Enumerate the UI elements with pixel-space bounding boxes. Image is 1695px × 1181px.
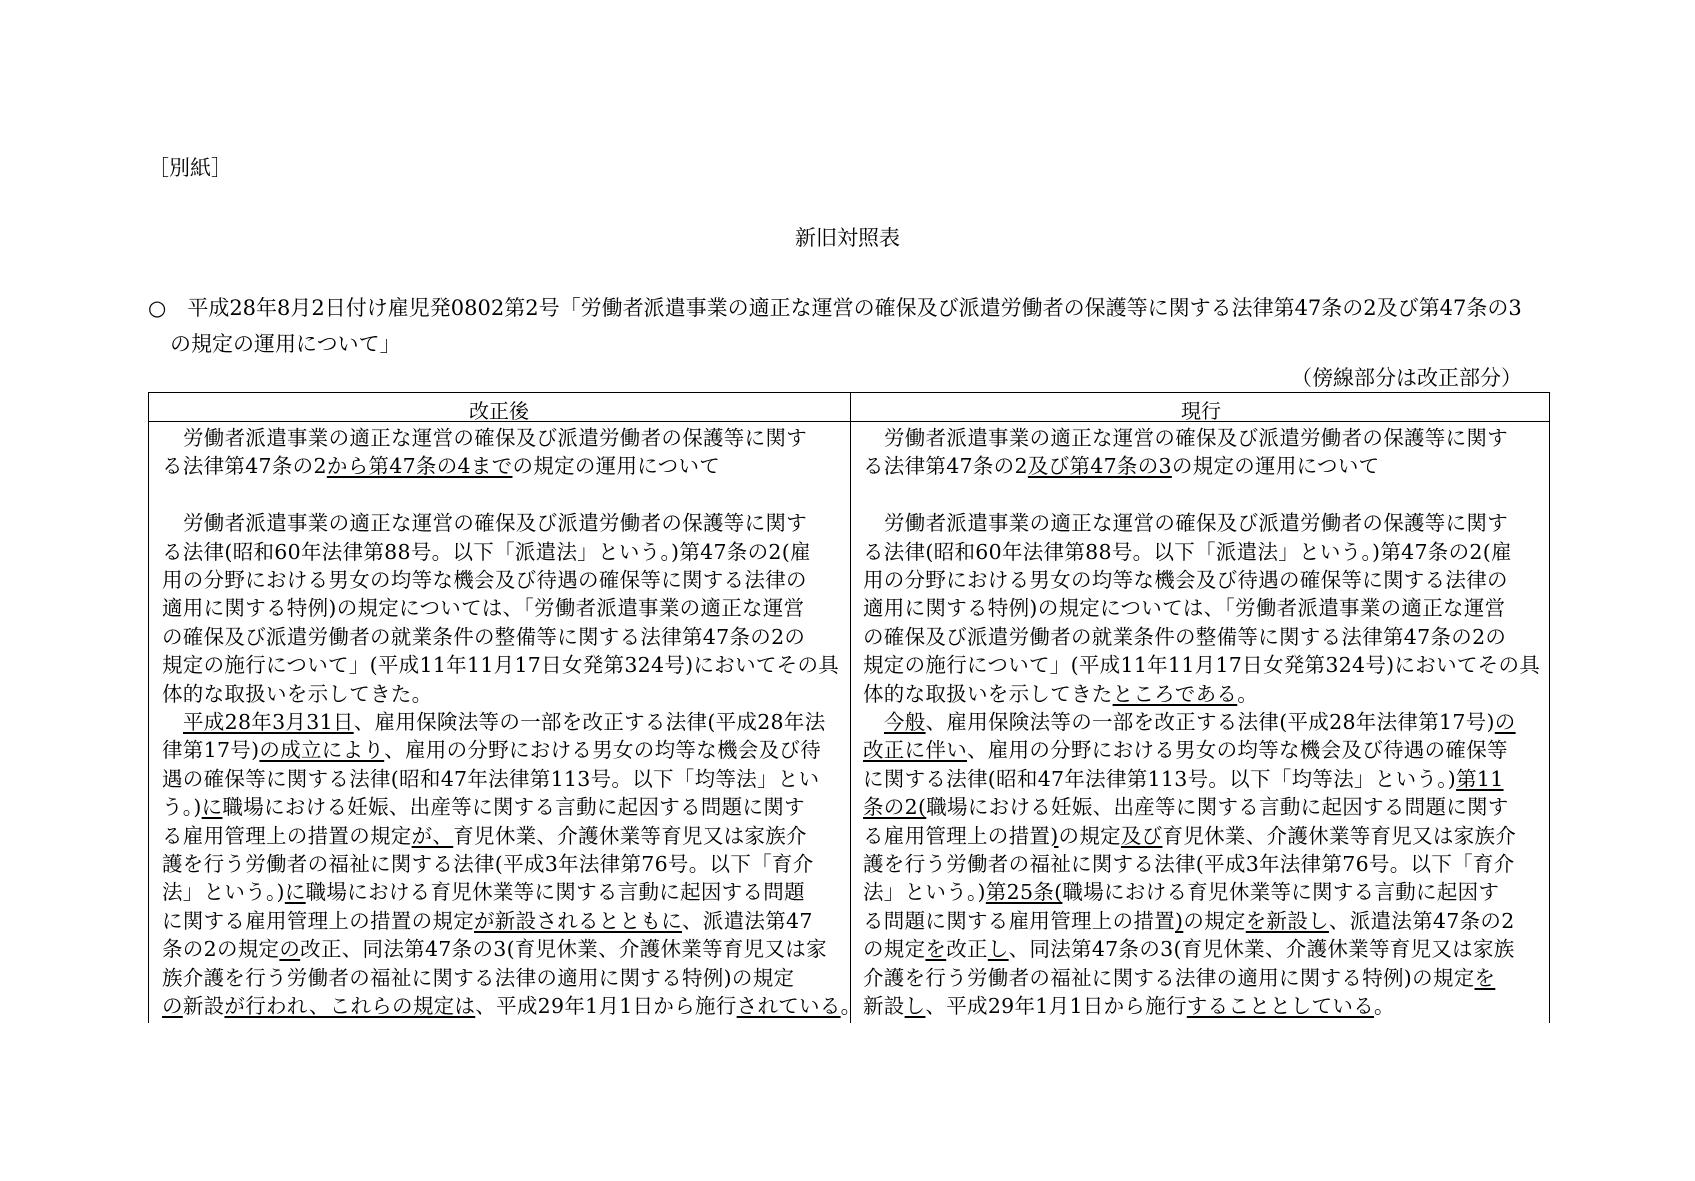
text-line (863, 964, 1495, 992)
text-segment: 改正、同法第47条の3(育児休業、介護休業等育児又は家 (300, 937, 827, 962)
text-segment: 用の分野における男女の均等な機会及び待遇の確保等に関する法律の (863, 568, 1508, 592)
text-segment: 族介護を行う労働者の福祉に関する法律の適用に関する特例)の規定 (162, 965, 795, 990)
text-line (863, 878, 1499, 906)
text-segment: る法律第47条の2 (863, 454, 1028, 479)
text-line (863, 651, 1540, 679)
amended-text-segment: に (284, 880, 306, 905)
text-line (162, 907, 813, 935)
text-line (863, 708, 1516, 736)
amended-text-segment: 及び (1120, 823, 1163, 848)
text-line (863, 765, 1504, 793)
text-segment: 法」という。) (162, 880, 285, 905)
text-line (162, 765, 819, 793)
column-header-current: 現行 (1181, 399, 1221, 423)
text-segment: 条の2の規定 (162, 937, 280, 962)
text-segment: る法律(昭和60年法律第88号。以下「派遣法」という。)第47条の2(雇 (162, 539, 811, 564)
text-segment: 遇の確保等に関する法律(昭和47年法律第113号。以下「均等法」とい (162, 766, 820, 791)
text-segment: 規定の施行について」(平成11年11月17日女発第324号)においてその具 (162, 653, 840, 678)
text-segment: の規定 (1183, 908, 1246, 933)
text-segment: 新設 (863, 994, 905, 1018)
amended-text-segment: 改正に伴い (863, 738, 967, 763)
text-segment: 、同法第47条の3(育児休業、介護休業等育児又は家族 (1008, 937, 1515, 962)
amended-text-segment: の (1494, 710, 1516, 734)
amended-text-segment: を (1474, 965, 1496, 990)
amended-text-segment: し (987, 937, 1009, 962)
text-segment: 労働者派遣事業の適正な運営の確保及び派遣労働者の保護等に関す (884, 426, 1508, 450)
text-segment: 、派遣法第47条の2 (1328, 908, 1515, 933)
text-segment: 。 (840, 994, 862, 1018)
text-segment: 、雇用の分野における男女の均等な機会及び待 (384, 738, 822, 763)
text-segment: 適用に関する特例)の規定については、「労働者派遣事業の適正な運営 (863, 596, 1506, 621)
text-segment: 職場における育児休業等に関する言動に起因す (1062, 880, 1500, 905)
text-segment: の規定の運用について (512, 454, 721, 479)
column-header-revised: 改正後 (469, 399, 529, 423)
amended-text-segment: の (279, 937, 301, 962)
text-line (162, 424, 807, 452)
text-line (863, 736, 1508, 764)
text-line (863, 623, 1506, 651)
text-segment: 法」という。) (863, 880, 986, 905)
amended-text-segment: が新設されるとともに (474, 908, 682, 933)
text-segment: の規定の運用について (1171, 454, 1380, 479)
text-segment: 、平成29年1月1日から施行 (925, 994, 1187, 1018)
amended-text-segment: ところである (1112, 681, 1238, 706)
text-line (162, 509, 807, 537)
text-segment: 。 (1374, 994, 1395, 1018)
amended-text-segment: を新設し (1245, 908, 1329, 933)
text-segment: 体的な取扱いを示してきた。 (162, 681, 433, 706)
text-segment: 。 (1237, 681, 1259, 706)
text-segment: る法律(昭和60年法律第88号。以下「派遣法」という。)第47条の2(雇 (863, 539, 1512, 564)
amended-text-segment: 条の2( (863, 795, 927, 820)
text-line (162, 680, 432, 708)
text-segment: 職場における育児休業等に関する言動に起因する問題 (305, 880, 805, 905)
text-segment: 規定の施行について」(平成11年11月17日女発第324号)においてその具 (863, 653, 1541, 678)
amended-text-segment: が行われ、これらの規定は (224, 994, 476, 1018)
amended-text-segment: に (201, 795, 223, 820)
text-segment: 、平成29年1月1日から施行 (475, 994, 737, 1018)
text-segment: 職場における妊娠、出産等に関する言動に起因する問題に関す (222, 795, 805, 820)
text-segment: 労働者派遣事業の適正な運営の確保及び派遣労働者の保護等に関す (183, 511, 807, 536)
text-segment: 、派遣法第47 (682, 908, 813, 933)
amended-text-segment: 第11 (1456, 766, 1504, 791)
text-line (162, 651, 839, 679)
text-segment: 育児休業、介護休業等育児又は家族介 (1162, 823, 1517, 848)
text-line (863, 850, 1515, 878)
text-segment: 改正 (946, 937, 988, 962)
text-segment: 用の分野における男女の均等な機会及び待遇の確保等に関する法律の (162, 568, 807, 592)
text-segment: 新設 (182, 994, 225, 1018)
amended-text-segment: が、 (411, 823, 454, 848)
amended-text-segment: の (162, 994, 183, 1018)
amended-text-segment: ) (1175, 908, 1184, 933)
text-line (863, 935, 1515, 963)
text-line (863, 680, 1258, 708)
text-line (162, 708, 826, 736)
text-segment: 護を行う労働者の福祉に関する法律(平成3年法律第76号。以下「育介 (162, 852, 814, 876)
text-segment: 労働者派遣事業の適正な運営の確保及び派遣労働者の保護等に関す (183, 426, 807, 450)
text-line (162, 566, 807, 594)
amended-text-segment: から第47条の4まで (326, 454, 513, 479)
text-line (162, 623, 805, 651)
amended-text-segment: されている (736, 994, 841, 1018)
text-line (162, 822, 807, 850)
amended-text-segment: 及び第47条の3 (1027, 454, 1172, 479)
text-segment: 護を行う労働者の福祉に関する法律(平成3年法律第76号。以下「育介 (863, 852, 1515, 876)
text-line (162, 850, 814, 878)
amended-text-segment: し (904, 994, 926, 1018)
text-line (162, 935, 827, 963)
text-line (863, 566, 1508, 594)
amended-text-segment: 第25条( (985, 880, 1063, 905)
text-segment: 労働者派遣事業の適正な運営の確保及び派遣労働者の保護等に関す (884, 511, 1508, 536)
text-segment: う。) (162, 795, 202, 820)
text-line (863, 822, 1516, 850)
text-segment: の規定 (863, 937, 926, 962)
text-segment: 、雇用の分野における男女の均等な機会及び待遇の確保等 (967, 738, 1508, 763)
text-segment: に関する法律(昭和47年法律第113号。以下「均等法」という。) (863, 766, 1457, 791)
amended-text-segment: 平成28年3月31日 (183, 710, 354, 734)
text-segment: 体的な取扱いを示してきた (863, 681, 1113, 706)
notice-heading-line-1: ○ 平成28年8月2日付け雇児発0802第2号「労働者派遣事業の適正な運営の確保及び派遣労働者の保護等に関する法律第47条の2及び第47条の3 (148, 296, 1522, 320)
text-segment: 介護を行う労働者の福祉に関する法律の適用に関する特例)の規定 (863, 965, 1475, 990)
text-line (863, 594, 1505, 622)
amended-text-segment: することとしている (1186, 994, 1374, 1018)
comparison-table (148, 392, 1550, 1023)
text-line (162, 878, 805, 906)
text-line (162, 793, 805, 821)
amended-text-segment: を (925, 937, 947, 962)
text-line (863, 793, 1509, 821)
amended-text-segment: 今般 (884, 710, 926, 734)
attachment-label: ［別紙］ (148, 156, 232, 180)
text-line (162, 594, 804, 622)
underline-note: （傍線部分は改正部分） (1291, 366, 1522, 390)
text-segment: 、雇用保険法等の一部を改正する法律(平成28年法 (353, 710, 826, 734)
text-segment: 育児休業、介護休業等育児又は家族介 (453, 823, 807, 848)
text-segment: 職場における妊娠、出産等に関する言動に起因する問題に関す (926, 795, 1509, 820)
document-title: 新旧対照表 (795, 226, 900, 250)
amended-text-segment: ) (1050, 823, 1059, 848)
text-line (162, 736, 821, 764)
text-segment: る問題に関する雇用管理上の措置 (863, 908, 1175, 933)
text-segment: 律第17号) (162, 738, 260, 763)
text-line (863, 907, 1515, 935)
text-line (162, 452, 720, 480)
text-segment: 適用に関する特例)の規定については、「労働者派遣事業の適正な運営 (162, 596, 805, 621)
text-line (863, 452, 1379, 480)
text-segment: の確保及び派遣労働者の就業条件の整備等に関する法律第47条の2の (863, 624, 1507, 649)
text-segment: る雇用管理上の措置 (863, 823, 1051, 848)
amended-text-segment: の成立により (259, 738, 385, 763)
text-line (162, 538, 811, 566)
text-line (863, 992, 1395, 1020)
text-line (162, 964, 794, 992)
text-segment: る法律第47条の2 (162, 454, 327, 479)
text-line (863, 509, 1508, 537)
text-segment: 、雇用保険法等の一部を改正する法律(平成28年法律第17号) (925, 710, 1495, 734)
text-line (863, 424, 1508, 452)
text-segment: の確保及び派遣労働者の就業条件の整備等に関する法律第47条の2の (162, 624, 806, 649)
text-line (162, 992, 861, 1020)
text-segment: る雇用管理上の措置の規定 (162, 823, 412, 848)
text-segment: に関する雇用管理上の措置の規定 (162, 908, 474, 933)
column-divider (850, 393, 851, 1023)
text-segment: の規定 (1058, 823, 1121, 848)
text-line (863, 538, 1512, 566)
notice-heading-line-2: の規定の運用について」 (170, 332, 401, 356)
